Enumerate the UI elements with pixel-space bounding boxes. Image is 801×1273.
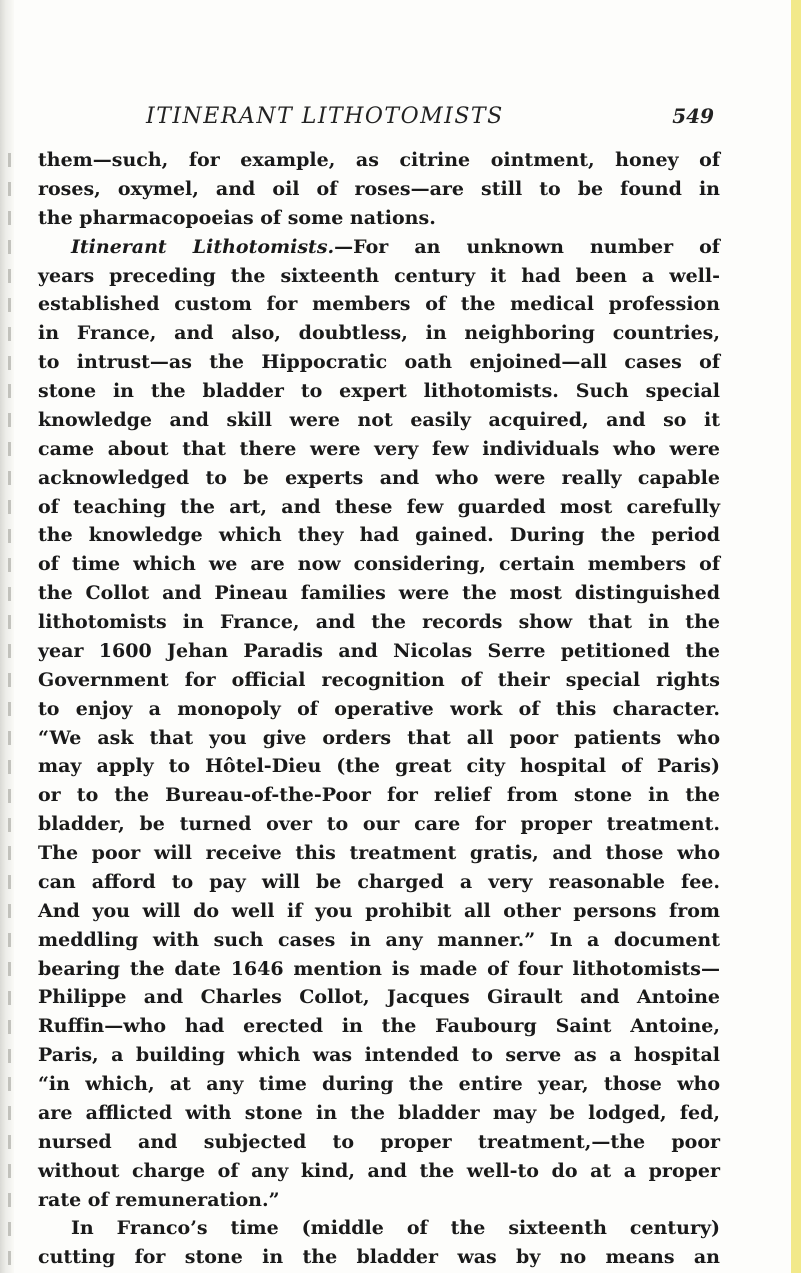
text-line xyxy=(38,955,720,984)
line-text: acknowledged to be experts and who were really capable xyxy=(38,466,720,489)
text-line xyxy=(38,406,720,435)
text-line xyxy=(38,579,720,608)
gutter-mark xyxy=(4,1186,14,1215)
gutter-mark-bar xyxy=(8,962,11,976)
gutter-mark-bar xyxy=(8,356,11,370)
text-line xyxy=(38,839,720,868)
line-text: of teaching the art, and these few guarded most carefully xyxy=(38,495,720,518)
line-text: the Collot and Pineau families were the most distinguished xyxy=(38,582,720,605)
text-line xyxy=(38,262,720,291)
gutter-mark xyxy=(4,926,14,955)
line-text: “in which, at any time during the entire year, those who xyxy=(38,1073,720,1095)
line-text: Paris, a building which was intended to serve as a hospital xyxy=(38,1044,720,1067)
text-line xyxy=(38,550,720,579)
text-line xyxy=(38,810,720,839)
running-title: ITINERANT LITHOTOMISTS xyxy=(146,104,504,129)
gutter-mark-bar xyxy=(8,1049,11,1063)
gutter-mark xyxy=(4,1157,14,1186)
line-text: came about that there were very few individuals who were xyxy=(38,437,720,460)
gutter-mark xyxy=(4,752,14,781)
line-text: of time which we are now considering, certain members of xyxy=(38,553,720,576)
text-line xyxy=(38,1012,720,1041)
gutter-mark xyxy=(4,406,14,435)
text-line xyxy=(38,233,720,262)
gutter-mark xyxy=(4,897,14,926)
gutter-mark-bar xyxy=(8,904,11,918)
line-text: Ruffin—who had erected in the Faubourg Saint Antoine, xyxy=(38,1015,720,1038)
line-text: And you will do well if you prohibit all other persons from xyxy=(38,899,720,922)
gutter-mark-bar xyxy=(8,327,11,341)
text-line xyxy=(38,464,720,493)
gutter-mark-bar xyxy=(8,182,11,196)
text-line xyxy=(38,608,720,637)
text-line xyxy=(38,897,720,926)
text-line xyxy=(38,1128,720,1157)
gutter-mark xyxy=(4,724,14,753)
gutter-mark-bar xyxy=(8,558,11,572)
gutter-mark-bar xyxy=(8,153,11,167)
gutter-mark-bar xyxy=(8,269,11,283)
gutter-mark xyxy=(4,781,14,810)
text-line xyxy=(38,724,720,753)
gutter-mark xyxy=(4,435,14,464)
text-line xyxy=(38,290,720,319)
gutter-mark xyxy=(4,839,14,868)
gutter-mark-bar xyxy=(8,529,11,543)
line-text: rate of remuneration.” xyxy=(38,1188,280,1211)
line-text: to enjoy a monopoly of operative work of this character. xyxy=(38,697,720,720)
text-line xyxy=(38,926,720,955)
line-text: or to the Bureau-of-the-Poor for relief from stone in the xyxy=(38,784,720,807)
gutter-mark xyxy=(4,608,14,637)
line-text: in France, and also, doubtless, in neighboring countries, xyxy=(38,322,720,345)
line-text: knowledge and skill were not easily acquired, and so it xyxy=(38,408,720,431)
line-text: years preceding the sixteenth century it had been a well- xyxy=(38,264,720,287)
gutter-mark xyxy=(4,983,14,1012)
gutter-mark-bar xyxy=(8,384,11,398)
text-line xyxy=(38,695,720,724)
page-right-edge xyxy=(791,0,801,1273)
text-line xyxy=(38,1214,720,1243)
line-text: cutting for stone in the bladder was by no means an xyxy=(38,1246,720,1269)
gutter-mark xyxy=(4,348,14,377)
line-text: them—such, for example, as citrine ointment, honey of xyxy=(38,149,720,171)
gutter-mark-bar xyxy=(8,1251,11,1265)
gutter-mark xyxy=(4,579,14,608)
text-line xyxy=(38,1157,720,1186)
line-text: established custom for members of the medical profession xyxy=(38,293,720,316)
gutter-mark xyxy=(4,695,14,724)
gutter-mark-bar xyxy=(8,442,11,456)
gutter-mark xyxy=(4,1041,14,1070)
gutter-mark-bar xyxy=(8,673,11,687)
gutter-mark-bar xyxy=(8,413,11,427)
margin-marks xyxy=(4,146,14,1272)
line-text: bladder, be turned over to our care for proper treatment. xyxy=(38,813,720,836)
gutter-mark-bar xyxy=(8,211,11,225)
gutter-mark-bar xyxy=(8,1164,11,1178)
gutter-mark-bar xyxy=(8,991,11,1005)
line-text: The poor will receive this treatment gratis, and those who xyxy=(38,842,720,864)
body-text xyxy=(38,146,720,1272)
text-line xyxy=(38,204,720,233)
gutter-mark-bar xyxy=(8,731,11,745)
gutter-mark-bar xyxy=(8,1077,11,1091)
line-text: year 1600 Jehan Paradis and Nicolas Serre petitioned the xyxy=(38,639,720,662)
gutter-mark-bar xyxy=(8,789,11,803)
gutter-mark xyxy=(4,637,14,666)
gutter-mark xyxy=(4,550,14,579)
gutter-mark xyxy=(4,868,14,897)
gutter-mark-bar xyxy=(8,644,11,658)
text-line xyxy=(38,1070,720,1099)
text-line xyxy=(38,348,720,377)
line-text: nursed and subjected to proper treatment,—the poor xyxy=(38,1130,720,1153)
text-line xyxy=(38,1243,720,1272)
text-line xyxy=(38,752,720,781)
line-text: roses, oxymel, and oil of roses—are still to be found in xyxy=(38,177,720,200)
text-line xyxy=(38,666,720,695)
gutter-mark-bar xyxy=(8,1193,11,1207)
gutter-mark xyxy=(4,464,14,493)
text-line xyxy=(38,493,720,522)
gutter-mark-bar xyxy=(8,500,11,514)
gutter-mark xyxy=(4,1070,14,1099)
text-line xyxy=(38,521,720,550)
text-line xyxy=(38,637,720,666)
gutter-mark-bar xyxy=(8,240,11,254)
gutter-mark xyxy=(4,666,14,695)
gutter-mark-bar xyxy=(8,1135,11,1149)
line-text: Philippe and Charles Collot, Jacques Girault and Antoine xyxy=(38,986,720,1009)
line-text: In Franco’s time (middle of the sixteenth century) xyxy=(71,1217,720,1240)
gutter-mark xyxy=(4,1243,14,1272)
text-line xyxy=(38,319,720,348)
gutter-mark-bar xyxy=(8,1222,11,1236)
line-text: may apply to Hôtel-Dieu (the great city hospital of Paris) xyxy=(38,755,720,778)
gutter-mark xyxy=(4,1099,14,1128)
text-line xyxy=(38,377,720,406)
gutter-mark xyxy=(4,521,14,550)
line-text: bearing the date 1646 mention is made of four lithotomists— xyxy=(38,957,720,980)
page-number: 549 xyxy=(672,104,714,128)
gutter-mark xyxy=(4,262,14,291)
line-text: Government for official recognition of their special rights xyxy=(38,668,720,691)
text-line xyxy=(38,1099,720,1128)
gutter-mark xyxy=(4,493,14,522)
text-line xyxy=(38,435,720,464)
line-text: meddling with such cases in any manner.” In a document xyxy=(38,928,720,951)
line-text: can afford to pay will be charged a very reasonable fee. xyxy=(38,870,720,893)
section-heading: Itinerant Lithotomists. xyxy=(71,235,335,258)
gutter-mark xyxy=(4,810,14,839)
text-line xyxy=(38,1186,720,1215)
gutter-mark-bar xyxy=(8,933,11,947)
gutter-mark xyxy=(4,146,14,175)
text-line xyxy=(38,175,720,204)
gutter-mark-bar xyxy=(8,587,11,601)
line-text: the knowledge which they had gained. During the period xyxy=(38,524,720,547)
gutter-mark xyxy=(4,204,14,233)
gutter-mark-bar xyxy=(8,875,11,889)
gutter-mark xyxy=(4,955,14,984)
line-text: “We ask that you give orders that all poor patients who xyxy=(38,726,720,749)
gutter-mark-bar xyxy=(8,298,11,312)
gutter-mark-bar xyxy=(8,1106,11,1120)
line-text: without charge of any kind, and the well-to do at a proper xyxy=(38,1159,720,1182)
gutter-mark-bar xyxy=(8,471,11,485)
gutter-mark-bar xyxy=(8,702,11,716)
text-line xyxy=(38,1041,720,1070)
line-text: to intrust—as the Hippocratic oath enjoined—all cases of xyxy=(38,351,720,374)
gutter-mark xyxy=(4,1214,14,1243)
gutter-mark-bar xyxy=(8,846,11,860)
line-text: the pharmacopoeias of some nations. xyxy=(38,206,436,229)
gutter-mark xyxy=(4,377,14,406)
gutter-mark-bar xyxy=(8,760,11,774)
gutter-mark xyxy=(4,1012,14,1041)
text-line xyxy=(38,983,720,1012)
gutter-mark xyxy=(4,319,14,348)
line-text: lithotomists in France, and the records show that in the xyxy=(38,611,720,633)
text-line xyxy=(38,146,720,175)
gutter-mark-bar xyxy=(8,818,11,832)
gutter-mark xyxy=(4,175,14,204)
line-text: stone in the bladder to expert lithotomists. Such special xyxy=(38,380,720,402)
gutter-mark xyxy=(4,290,14,319)
page-header xyxy=(146,104,714,140)
gutter-mark xyxy=(4,1128,14,1157)
gutter-mark xyxy=(4,233,14,262)
text-line xyxy=(38,868,720,897)
gutter-mark-bar xyxy=(8,1020,11,1034)
line-text: are afflicted with stone in the bladder may be lodged, fed, xyxy=(38,1101,720,1124)
line-text: —For an unknown number of xyxy=(334,235,720,258)
gutter-mark-bar xyxy=(8,615,11,629)
text-line xyxy=(38,781,720,810)
